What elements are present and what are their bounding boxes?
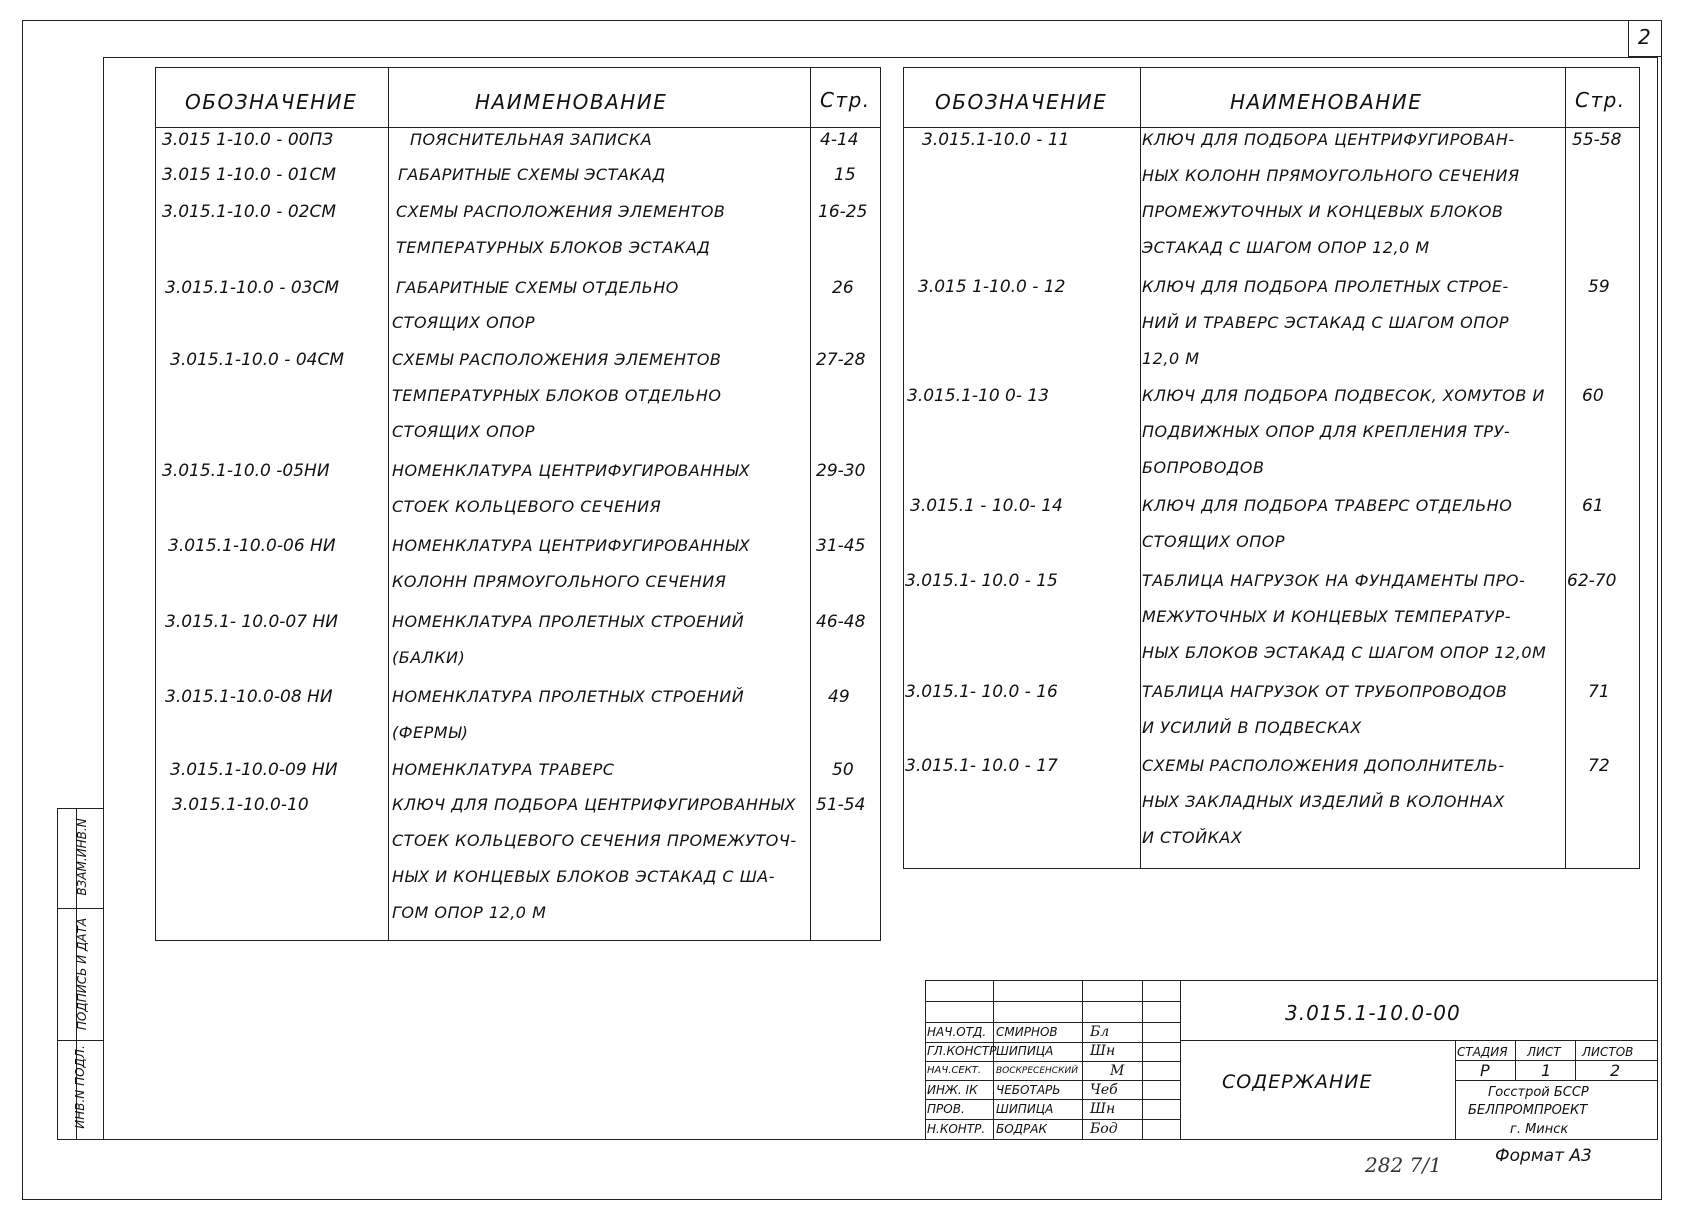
document-code: 3.015.1-10.0-00 <box>1285 1001 1461 1025</box>
tb-row-f <box>925 1080 1180 1081</box>
role-5-signature: Шн <box>1090 1101 1116 1117</box>
left-row-4-name-1: ГАБАРИТНЫЕ СХЕМЫ ОТДЕЛЬНО <box>396 278 679 297</box>
left-row-6-page: 29-30 <box>816 461 866 481</box>
left-row-9-page: 49 <box>828 687 850 707</box>
left-row-3-page: 16-25 <box>818 202 868 222</box>
role-3-signature: М <box>1110 1063 1125 1079</box>
right-row-4-name-1: КЛЮЧ ДЛЯ ПОДБОРА ТРАВЕРС ОТДЕЛЬНО <box>1142 496 1513 515</box>
left-row-5-name-3: СТОЯЩИХ ОПОР <box>392 422 536 441</box>
right-row-7-name-1: СХЕМЫ РАСПОЛОЖЕНИЯ ДОПОЛНИТЕЛЬ- <box>1142 756 1505 775</box>
left-row-3-designation: 3.015.1-10.0 - 02СМ <box>162 202 336 222</box>
right-row-4-name-2: СТОЯЩИХ ОПОР <box>1142 532 1286 551</box>
left-row-9-designation: 3.015.1-10.0-08 НИ <box>165 687 333 707</box>
right-row-5-page: 62-70 <box>1567 571 1617 591</box>
organization-line-3: г. Минск <box>1510 1122 1569 1137</box>
left-row-8-designation: 3.015.1- 10.0-07 НИ <box>165 612 338 632</box>
left-header-designation: ОБОЗНАЧЕНИЕ <box>185 90 358 114</box>
left-row-2-designation: 3.015 1-10.0 - 01СМ <box>162 165 336 185</box>
right-row-6-page: 71 <box>1588 682 1610 702</box>
role-2-title: ГЛ.КОНСТР. <box>927 1044 1001 1058</box>
role-6-signature: Бод <box>1090 1121 1118 1137</box>
left-table-col-1 <box>388 67 389 941</box>
right-row-2-designation: 3.015 1-10.0 - 12 <box>918 277 1066 297</box>
left-row-6-name-1: НОМЕНКЛАТУРА ЦЕНТРИФУГИРОВАННЫХ <box>392 461 751 480</box>
page-number: 2 <box>1638 25 1651 49</box>
left-row-3-name-2: ТЕМПЕРАТУРНЫХ БЛОКОВ ЭСТАКАД <box>396 238 711 257</box>
left-row-2-page: 15 <box>834 165 856 185</box>
right-row-3-name-1: КЛЮЧ ДЛЯ ПОДБОРА ПОДВЕСОК, ХОМУТОВ И <box>1142 386 1545 405</box>
right-header-designation: ОБОЗНАЧЕНИЕ <box>935 90 1108 114</box>
right-row-2-name-3: 12,0 М <box>1142 349 1200 368</box>
right-table-header-line <box>903 127 1640 128</box>
tb-row-g <box>925 1099 1180 1100</box>
right-row-2-name-1: КЛЮЧ ДЛЯ ПОДБОРА ПРОЛЕТНЫХ СТРОЕ- <box>1142 277 1509 296</box>
left-row-7-name-2: КОЛОНН ПРЯМОУГОЛЬНОГО СЕЧЕНИЯ <box>392 572 727 591</box>
left-row-1-page: 4-14 <box>820 130 859 150</box>
left-row-2-name-1: ГАБАРИТНЫЕ СХЕМЫ ЭСТАКАД <box>398 165 666 184</box>
left-row-9-name-2: (ФЕРМЫ) <box>392 723 469 742</box>
right-row-7-page: 72 <box>1588 756 1610 776</box>
right-row-4-page: 61 <box>1582 496 1604 516</box>
tb-row-a <box>925 1001 1180 1002</box>
left-row-5-designation: 3.015.1-10.0 - 04СМ <box>170 350 344 370</box>
tb-row-h <box>925 1119 1180 1120</box>
role-2-signature: Шн <box>1090 1043 1116 1059</box>
left-table-col-2 <box>810 67 811 941</box>
left-header-page: Стр. <box>820 88 871 112</box>
left-row-5-page: 27-28 <box>816 350 866 370</box>
organization-line-2: БЕЛПРОМПРОЕКТ <box>1468 1103 1588 1118</box>
handwritten-number: 282 7/1 <box>1365 1153 1442 1177</box>
left-row-1-designation: 3.015 1-10.0 - 00ПЗ <box>162 130 334 150</box>
left-row-7-name-1: НОМЕНКЛАТУРА ЦЕНТРИФУГИРОВАННЫХ <box>392 536 751 555</box>
side-stamp-inv: ИНВ.N ПОДЛ. <box>73 1045 87 1129</box>
right-table-col-2 <box>1565 67 1566 869</box>
left-row-8-name-1: НОМЕНКЛАТУРА ПРОЛЕТНЫХ СТРОЕНИЙ <box>392 612 745 631</box>
left-table-header-line <box>155 127 881 128</box>
right-row-2-name-2: НИЙ И ТРАВЕРС ЭСТАКАД С ШАГОМ ОПОР <box>1142 313 1509 332</box>
right-row-7-name-3: И СТОЙКАХ <box>1142 828 1243 847</box>
left-row-8-name-2: (БАЛКИ) <box>392 648 466 667</box>
role-6-name: БОДРАК <box>996 1122 1048 1136</box>
right-row-4-designation: 3.015.1 - 10.0- 14 <box>910 496 1063 516</box>
right-row-1-designation: 3.015.1-10.0 - 11 <box>922 130 1070 150</box>
right-contents-table <box>903 67 1640 869</box>
left-row-11-designation: 3.015.1-10.0-10 <box>172 795 309 815</box>
document-title: СОДЕРЖАНИЕ <box>1222 1071 1373 1093</box>
right-row-3-name-2: ПОДВИЖНЫХ ОПОР ДЛЯ КРЕПЛЕНИЯ ТРУ- <box>1142 422 1511 441</box>
left-row-6-designation: 3.015.1-10.0 -05НИ <box>162 461 330 481</box>
tb-row-b <box>925 1022 1180 1023</box>
right-row-6-name-1: ТАБЛИЦА НАГРУЗОК ОТ ТРУБОПРОВОДОВ <box>1142 682 1508 701</box>
right-row-3-name-3: БОПРОВОДОВ <box>1142 458 1265 477</box>
stage-value: Р <box>1480 1061 1490 1080</box>
left-row-4-designation: 3.015.1-10.0 - 03СМ <box>165 278 339 298</box>
left-row-10-designation: 3.015.1-10.0-09 НИ <box>170 760 338 780</box>
right-row-7-name-2: НЫХ ЗАКЛАДНЫХ ИЗДЕЛИЙ В КОЛОННАХ <box>1142 792 1505 811</box>
left-row-10-page: 50 <box>832 760 854 780</box>
right-row-6-name-2: И УСИЛИЙ В ПОДВЕСКАХ <box>1142 718 1362 737</box>
right-row-5-name-2: МЕЖУТОЧНЫХ И КОНЦЕВЫХ ТЕМПЕРАТУР- <box>1142 607 1511 626</box>
left-row-5-name-2: ТЕМПЕРАТУРНЫХ БЛОКОВ ОТДЕЛЬНО <box>392 386 722 405</box>
tb-stage-left <box>1455 1040 1456 1140</box>
left-row-5-name-1: СХЕМЫ РАСПОЛОЖЕНИЯ ЭЛЕМЕНТОВ <box>392 350 722 369</box>
right-row-2-page: 59 <box>1588 277 1610 297</box>
tb-col-role <box>993 980 994 1140</box>
stage-header: СТАДИЯ <box>1457 1045 1508 1059</box>
role-1-title: НАЧ.ОТД. <box>927 1025 987 1039</box>
tb-row-e <box>925 1061 1180 1062</box>
left-row-11-name-1: КЛЮЧ ДЛЯ ПОДБОРА ЦЕНТРИФУГИРОВАННЫХ <box>392 795 796 814</box>
right-row-1-page: 55-58 <box>1572 130 1622 150</box>
role-4-signature: Чеб <box>1090 1082 1118 1098</box>
right-row-1-name-3: ПРОМЕЖУТОЧНЫХ И КОНЦЕВЫХ БЛОКОВ <box>1142 202 1504 221</box>
sheet-header: ЛИСТ <box>1527 1045 1561 1059</box>
sheets-value: 2 <box>1610 1061 1621 1080</box>
left-row-11-name-4: ГОМ ОПОР 12,0 М <box>392 903 547 922</box>
format-label: Формат А3 <box>1495 1146 1592 1166</box>
left-row-8-page: 46-48 <box>816 612 866 632</box>
organization-line-1: Госстрой БССР <box>1488 1085 1589 1100</box>
left-row-11-name-2: СТОЕК КОЛЬЦЕВОГО СЕЧЕНИЯ ПРОМЕЖУТОЧ- <box>392 831 797 850</box>
right-header-page: Стр. <box>1575 88 1626 112</box>
right-row-1-name-2: НЫХ КОЛОНН ПРЯМОУГОЛЬНОГО СЕЧЕНИЯ <box>1142 166 1520 185</box>
right-row-1-name-1: КЛЮЧ ДЛЯ ПОДБОРА ЦЕНТРИФУГИРОВАН- <box>1142 130 1515 149</box>
role-4-name: ЧЕБОТАРЬ <box>996 1083 1061 1097</box>
right-row-5-name-1: ТАБЛИЦА НАГРУЗОК НА ФУНДАМЕНТЫ ПРО- <box>1142 571 1526 590</box>
left-header-name: НАИМЕНОВАНИЕ <box>475 90 668 114</box>
left-row-11-page: 51-54 <box>816 795 866 815</box>
right-row-3-designation: 3.015.1-10 0- 13 <box>907 386 1050 406</box>
tb-row-c <box>1180 1040 1658 1041</box>
left-row-10-name-1: НОМЕНКЛАТУРА ТРАВЕРС <box>392 760 615 779</box>
left-row-6-name-2: СТОЕК КОЛЬЦЕВОГО СЕЧЕНИЯ <box>392 497 662 516</box>
sheets-header: ЛИСТОВ <box>1582 1045 1634 1059</box>
role-6-title: Н.КОНТР. <box>927 1122 986 1136</box>
left-row-4-name-2: СТОЯЩИХ ОПОР <box>392 313 536 332</box>
side-stamp-replace: ВЗАМ.ИНВ.N <box>75 818 89 896</box>
tb-col-name <box>1082 980 1083 1140</box>
role-1-name: СМИРНОВ <box>996 1025 1058 1039</box>
right-row-3-page: 60 <box>1582 386 1604 406</box>
side-stamp-sign: ПОДПИСЬ И ДАТА <box>75 917 89 1031</box>
tb-col-date <box>1180 980 1181 1140</box>
left-row-9-name-1: НОМЕНКЛАТУРА ПРОЛЕТНЫХ СТРОЕНИЙ <box>392 687 745 706</box>
left-row-7-page: 31-45 <box>816 536 866 556</box>
role-5-title: ПРОВ. <box>927 1102 965 1116</box>
role-1-signature: Бл <box>1090 1024 1110 1040</box>
left-row-1-name-1: ПОЯСНИТЕЛЬНАЯ ЗАПИСКА <box>410 130 653 149</box>
left-row-11-name-3: НЫХ И КОНЦЕВЫХ БЛОКОВ ЭСТАКАД С ША- <box>392 867 776 886</box>
right-header-name: НАИМЕНОВАНИЕ <box>1230 90 1423 114</box>
right-row-5-designation: 3.015.1- 10.0 - 15 <box>905 571 1058 591</box>
left-row-7-designation: 3.015.1-10.0-06 НИ <box>168 536 336 556</box>
role-3-name: ВОСКРЕСЕНСКИЙ <box>996 1066 1078 1076</box>
right-row-5-name-3: НЫХ БЛОКОВ ЭСТАКАД С ШАГОМ ОПОР 12,0М <box>1142 643 1547 662</box>
sheet-value: 1 <box>1541 1061 1552 1080</box>
role-2-name: ШИПИЦА <box>996 1044 1054 1058</box>
right-table-col-1 <box>1140 67 1141 869</box>
right-row-1-name-4: ЭСТАКАД С ШАГОМ ОПОР 12,0 М <box>1142 238 1430 257</box>
left-row-3-name-1: СХЕМЫ РАСПОЛОЖЕНИЯ ЭЛЕМЕНТОВ <box>396 202 726 221</box>
tb-row-d <box>925 1042 1180 1043</box>
tb-col-sign <box>1142 980 1143 1140</box>
left-row-4-page: 26 <box>832 278 854 298</box>
role-5-name: ШИПИЦА <box>996 1102 1054 1116</box>
right-row-7-designation: 3.015.1- 10.0 - 17 <box>905 756 1058 776</box>
role-3-title: НАЧ.СЕКТ. <box>927 1065 982 1076</box>
right-row-6-designation: 3.015.1- 10.0 - 16 <box>905 682 1058 702</box>
role-4-title: ИНЖ. IК <box>927 1083 978 1097</box>
